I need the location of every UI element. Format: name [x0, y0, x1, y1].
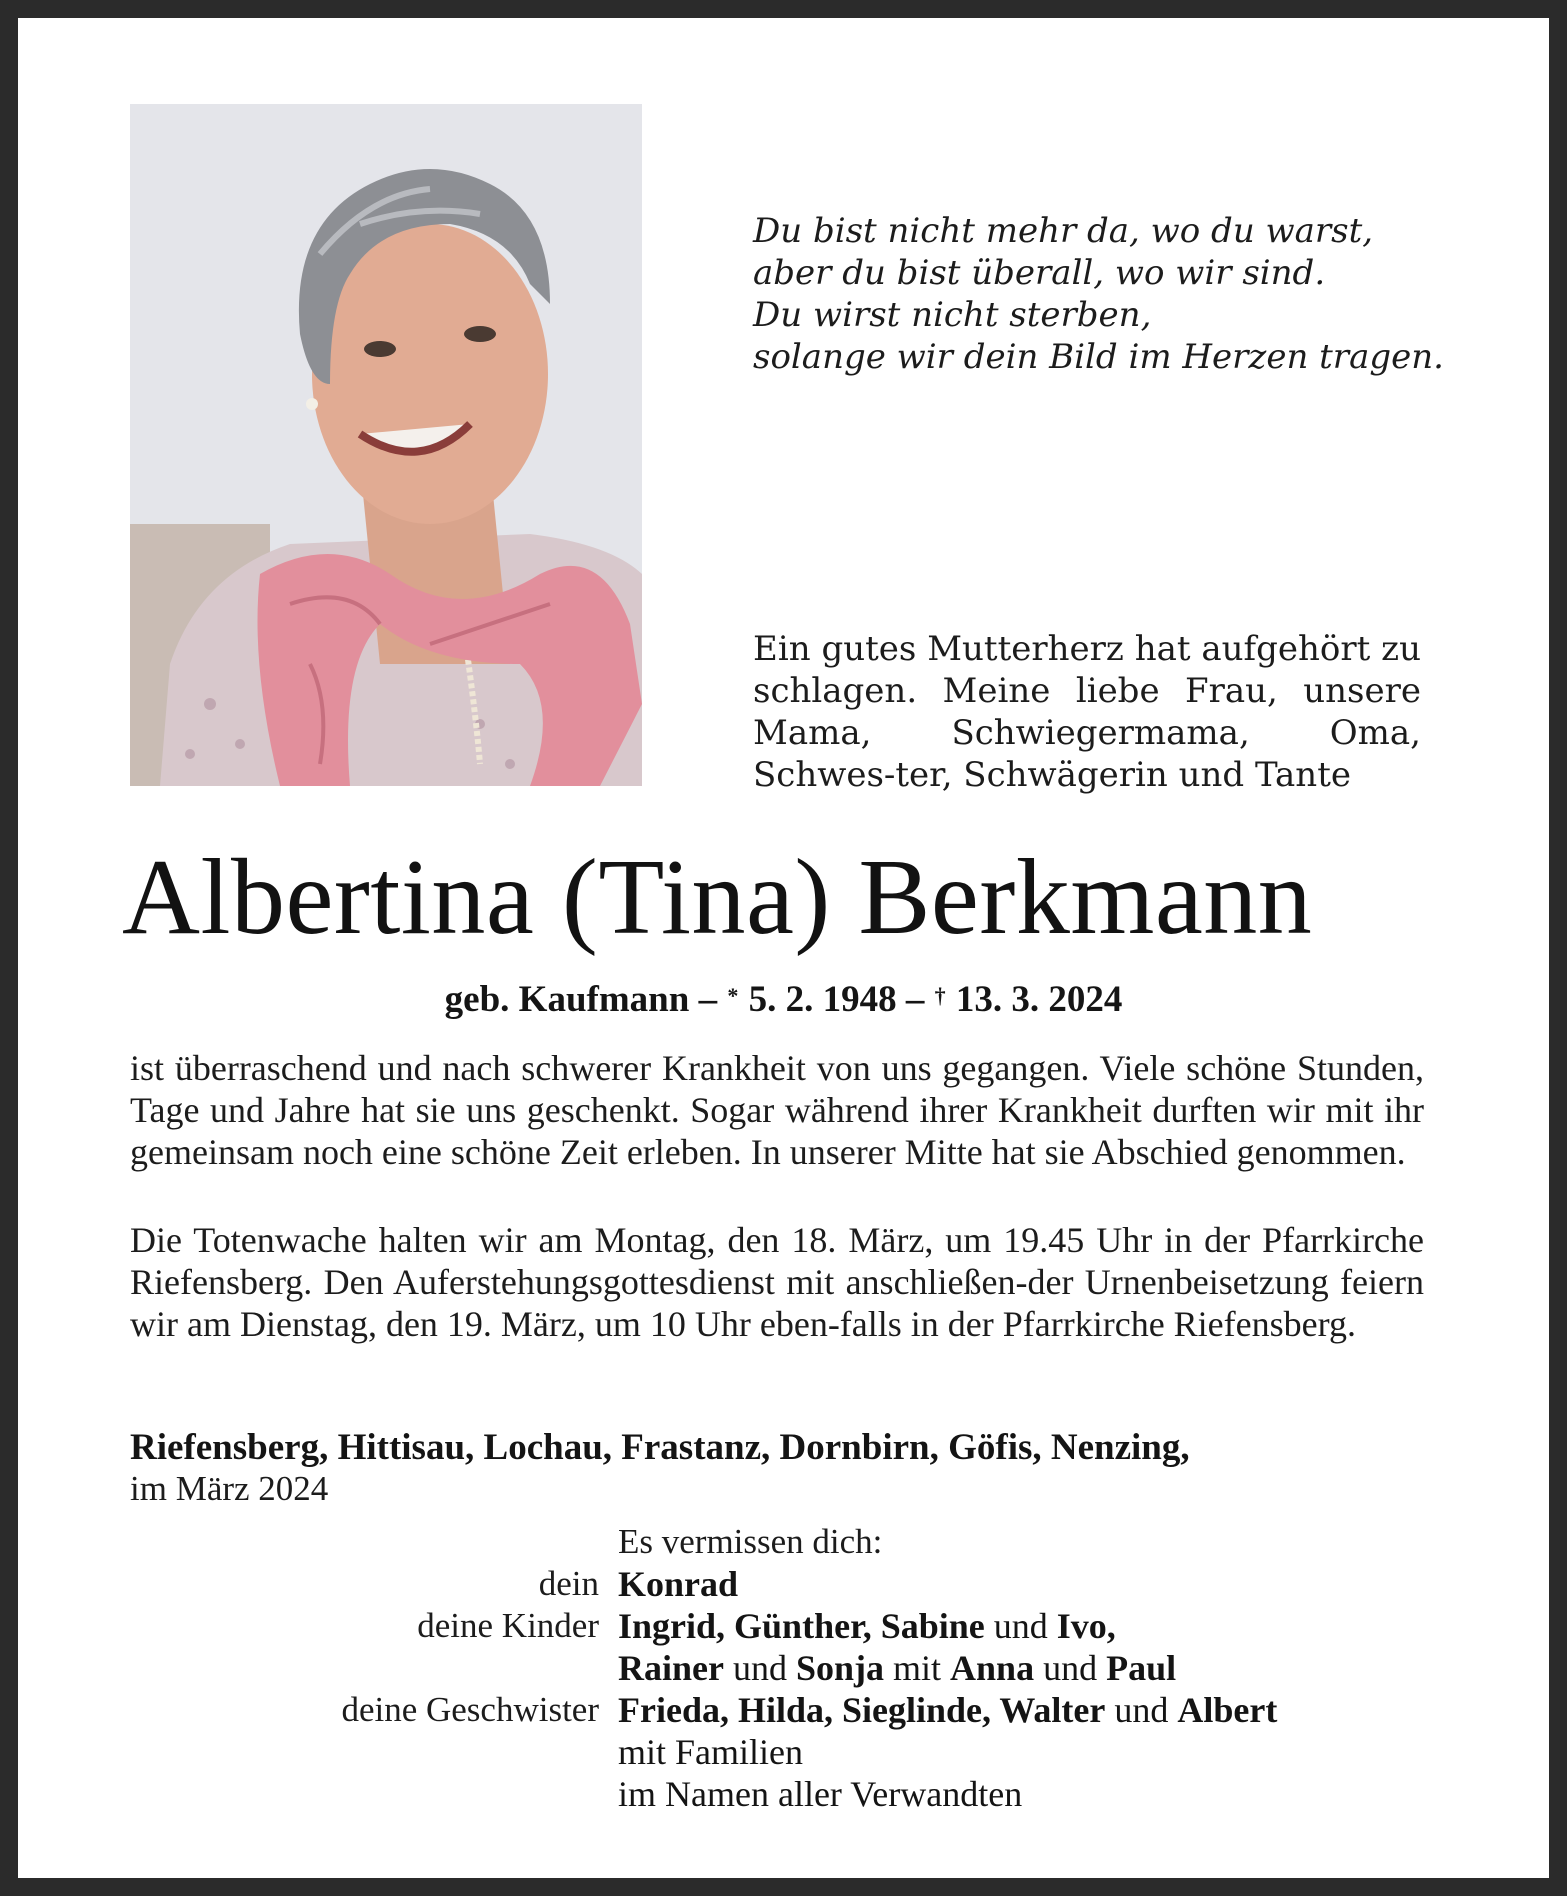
husband-name: Konrad	[618, 1564, 739, 1604]
with-families: mit Familien	[618, 1732, 803, 1772]
quote-line: Du bist nicht mehr da, wo du warst,	[753, 211, 1374, 251]
siblings-names: Frieda, Hilda, Sieglinde, Walter und Albert	[618, 1690, 1278, 1730]
service-details-paragraph: Die Totenwache halten wir am Montag, den 18. März, um 19.45 Uhr in der Pfarrkirche Riefensberg. Den Auferstehungsgottesdienst mit anschließen-der Urnenbeisetzung feiern wir am Dienstag, den 19. März, um 10 Uhr eben-falls in der Pfarrkirche Riefensberg.	[130, 1220, 1424, 1344]
intro-text: Ein gutes Mutterherz hat aufgehört zu schlagen. Meine liebe Frau, unsere Mama, Schwiegermama, Oma, Schwes-ter, Schwägerin und Tante	[753, 629, 1421, 795]
birth-symbol: *	[727, 983, 739, 1008]
on-behalf-of-relatives: im Namen aller Verwandten	[618, 1774, 1023, 1814]
life-dates	[18, 978, 1549, 1022]
children-names-line1: Ingrid, Günther, Sabine und Ivo,	[618, 1606, 1116, 1646]
memorial-quote	[753, 210, 1513, 378]
siblings-label: deine Geschwister	[341, 1690, 599, 1729]
obituary-notice	[18, 18, 1549, 1878]
death-date: 13. 3. 2024	[955, 979, 1123, 1020]
quote-line: Du wirst nicht sterben,	[753, 295, 1152, 335]
children-names-line2: Rainer und Sonja mit Anna und Paul	[618, 1648, 1177, 1688]
quote-line: aber du bist überall, wo wir sind.	[753, 253, 1326, 293]
places-list: Riefensberg, Hittisau, Lochau, Frastanz, Dornbirn, Göfis, Nenzing,	[130, 1427, 1190, 1468]
birth-date: 5. 2. 1948 –	[748, 979, 925, 1020]
mourners-heading: Es vermissen dich:	[618, 1522, 883, 1561]
portrait-illustration	[130, 104, 642, 786]
maiden-name: geb. Kaufmann –	[444, 979, 718, 1020]
children-label: deine Kinder	[417, 1606, 599, 1645]
deceased-name: Albertina (Tina) Berkmann	[122, 838, 1313, 957]
quote-line: solange wir dein Bild im Herzen tragen.	[753, 337, 1444, 377]
place-date: im März 2024	[130, 1469, 329, 1508]
death-symbol: †	[934, 983, 946, 1008]
portrait-photo	[130, 104, 642, 786]
announcement-paragraph: ist überraschend und nach schwerer Krankheit von uns gegangen. Viele schöne Stunden, Tage und Jahre hat sie uns geschenkt. Sogar während ihrer Krankheit durften wir mit ihr gemeinsam noch eine schöne Zeit erleben. In unserer Mitte hat sie Abschied genommen.	[130, 1048, 1424, 1172]
husband-label: dein	[538, 1564, 599, 1603]
